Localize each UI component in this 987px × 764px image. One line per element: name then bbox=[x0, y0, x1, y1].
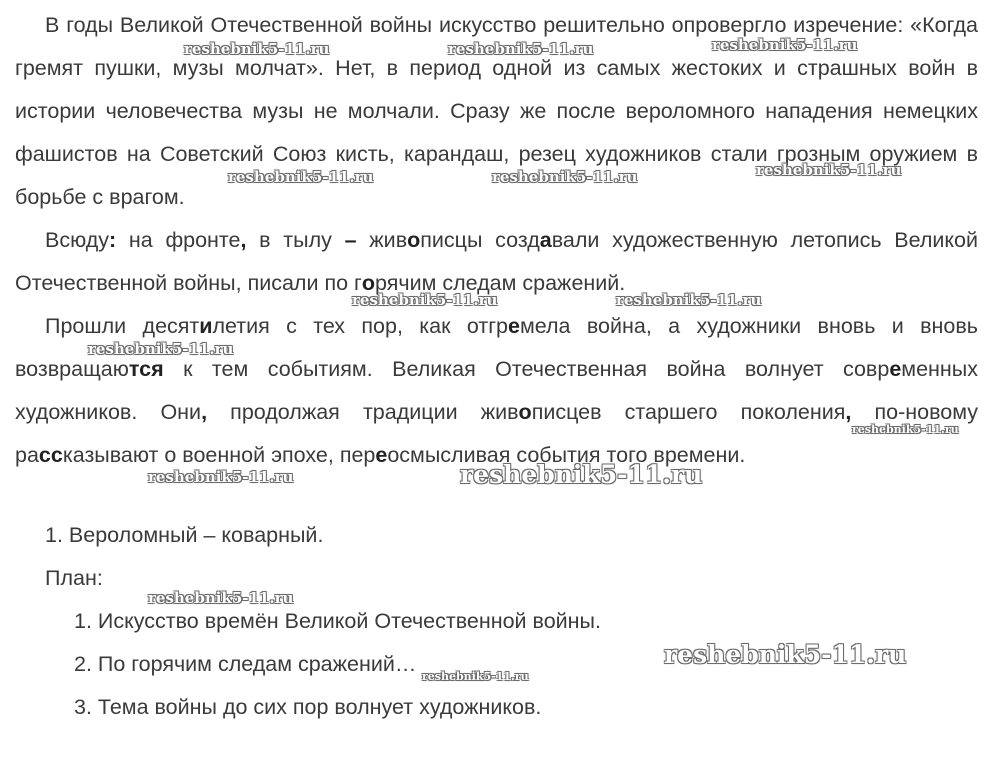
highlighted-fragment: и bbox=[199, 314, 213, 338]
watermark: reshebnik5-11.ru bbox=[616, 291, 762, 309]
highlighted-fragment: о bbox=[518, 400, 532, 424]
highlighted-fragment: е bbox=[375, 443, 388, 467]
plan-item: 1. Искусство времён Великой Отечественной войны. bbox=[74, 609, 601, 633]
text-fragment: жив bbox=[356, 228, 408, 252]
watermark: reshebnik5-11.ru bbox=[352, 291, 498, 309]
highlighted-fragment: : bbox=[109, 228, 117, 252]
highlighted-fragment: а bbox=[539, 228, 552, 252]
watermark: reshebnik5-11.ru bbox=[184, 40, 330, 58]
text-fragment: к тем событиям. Великая Отечественная война волнует совр bbox=[163, 357, 890, 381]
highlighted-fragment: , bbox=[240, 228, 247, 252]
highlighted-fragment: , bbox=[201, 400, 208, 424]
paragraph-3 bbox=[15, 305, 978, 477]
text-fragment: продолжая традиции жив bbox=[207, 400, 519, 424]
plan-item: 3. Тема войны до сих пор волнует художников. bbox=[74, 695, 542, 719]
plan-item: 2. По горячим следам сражений… bbox=[74, 652, 417, 676]
highlighted-fragment: , bbox=[845, 400, 852, 424]
text-fragment: Всюду bbox=[45, 228, 110, 252]
watermark: reshebnik5-11.ru bbox=[852, 423, 959, 436]
watermark: reshebnik5-11.ru bbox=[756, 161, 902, 179]
text-fragment: менных художников. Они bbox=[15, 357, 978, 424]
text-fragment: писцы созд bbox=[420, 228, 540, 252]
text-fragment: на фронте bbox=[116, 228, 241, 252]
watermark: reshebnik5-11.ru bbox=[88, 340, 234, 358]
highlighted-fragment: о bbox=[407, 228, 421, 252]
text-fragment: В годы Великой Отечественной войны искусство решительно опровергло изречение: «Когда гремят пушки, музы молчат». Нет, в период одной из самых жестоких и страшных войн в истории человечества музы не молчали. Сразу же после вероломного нападения немецких фашистов на Советский Союз кисть, карандаш, резец художников стали грозным оружием в борьбе с врагом. bbox=[15, 13, 978, 209]
watermark: reshebnik5-11.ru bbox=[148, 589, 294, 607]
watermark: reshebnik5-11.ru bbox=[492, 168, 638, 186]
watermark: reshebnik5-11.ru bbox=[448, 40, 594, 58]
text-fragment: осмысливая события того времени. bbox=[387, 443, 746, 467]
highlighted-fragment: тся bbox=[128, 357, 164, 381]
text-fragment: писцев старшего поколения bbox=[531, 400, 846, 424]
text-fragment: мела война, а художники вновь и вновь возвращаю bbox=[15, 314, 978, 381]
paragraph-2 bbox=[15, 219, 978, 305]
text-fragment: Прошли десят bbox=[45, 314, 200, 338]
text-fragment: казывают о военной эпохе, пер bbox=[62, 443, 376, 467]
text-fragment: в тылу bbox=[246, 228, 345, 252]
watermark: reshebnik5-11.ru bbox=[712, 36, 858, 54]
highlighted-fragment: сс bbox=[38, 443, 63, 467]
watermark: reshebnik5-11.ru bbox=[664, 640, 907, 669]
highlighted-fragment: е bbox=[508, 314, 520, 338]
text-fragment: вали художественную летопись Великой Отечественной войны, писали по г bbox=[15, 228, 979, 295]
text-fragment: по-новому ра bbox=[15, 400, 978, 467]
highlighted-fragment: е bbox=[889, 357, 902, 381]
plan-title: План: bbox=[45, 566, 103, 590]
watermark: reshebnik5-11.ru bbox=[422, 670, 529, 683]
vocabulary-definition: 1. Вероломный – коварный. bbox=[45, 523, 324, 547]
text-fragment: рячим следам сражений. bbox=[375, 271, 626, 295]
highlighted-fragment: – bbox=[344, 228, 357, 252]
text-fragment: летия с тех пор, как отгр bbox=[212, 314, 509, 338]
highlighted-fragment: о bbox=[361, 271, 376, 295]
watermark: reshebnik5-11.ru bbox=[228, 168, 374, 186]
plan-list bbox=[74, 600, 601, 729]
watermark: reshebnik5-11.ru bbox=[460, 460, 703, 489]
watermark: reshebnik5-11.ru bbox=[148, 468, 294, 486]
paragraph-1 bbox=[15, 4, 978, 219]
